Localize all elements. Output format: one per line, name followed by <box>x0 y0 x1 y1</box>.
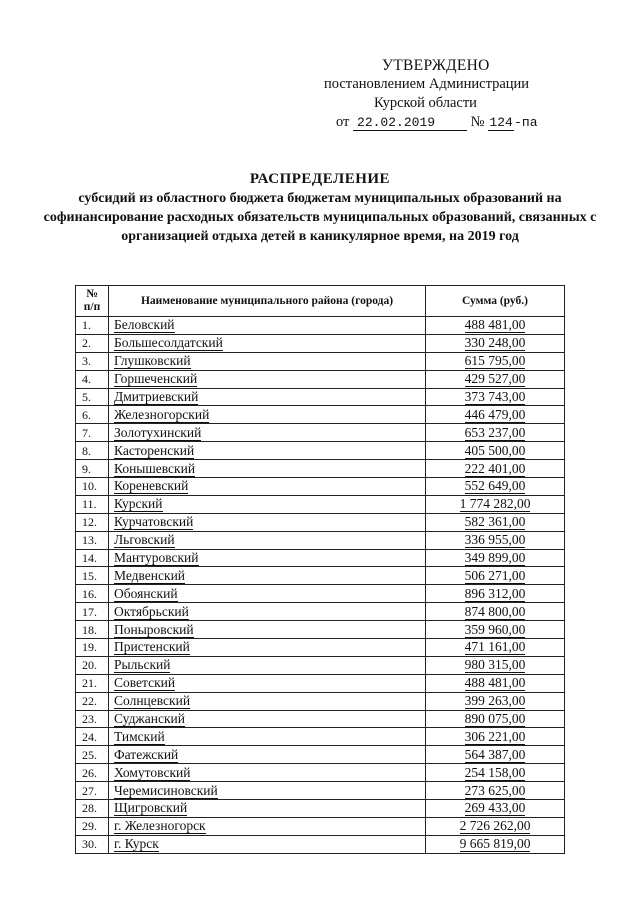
sum-text: 399 263,00 <box>464 693 526 709</box>
row-sum <box>426 817 565 835</box>
district-name-text: Суджанский <box>114 711 185 727</box>
number-prefix: № <box>470 114 485 130</box>
row-number: 27. <box>76 782 109 800</box>
table-row <box>76 692 565 710</box>
approval-title: УТВЕРЖДЕНО <box>382 57 490 74</box>
row-sum <box>426 352 565 370</box>
table-row <box>76 710 565 728</box>
table-row <box>76 388 565 406</box>
row-sum <box>426 800 565 818</box>
district-name-text: г. Железногорск <box>114 818 206 834</box>
sum-text: 506 271,00 <box>464 567 526 583</box>
row-sum <box>426 370 565 388</box>
table-row <box>76 549 565 567</box>
sum-text: 890 075,00 <box>464 711 526 727</box>
row-sum <box>426 782 565 800</box>
sum-text: 269 433,00 <box>464 800 526 816</box>
row-number: 20. <box>76 656 109 674</box>
table-row <box>76 406 565 424</box>
sum-text: 336 955,00 <box>464 532 526 548</box>
row-sum <box>426 549 565 567</box>
row-sum <box>426 603 565 621</box>
sum-text: 874 800,00 <box>464 603 526 619</box>
table-row <box>76 621 565 639</box>
row-district-name <box>109 317 426 335</box>
table-row <box>76 495 565 513</box>
district-name-text: Пристенский <box>114 639 190 655</box>
row-number: 26. <box>76 764 109 782</box>
row-sum <box>426 674 565 692</box>
sum-text: 896 312,00 <box>464 585 526 601</box>
row-district-name <box>109 674 426 692</box>
header-name: Наименование муниципального района (города) <box>109 286 426 317</box>
row-number: 17. <box>76 603 109 621</box>
sum-text: 471 161,00 <box>464 639 526 655</box>
row-number: 3. <box>76 352 109 370</box>
document-heading <box>40 170 600 246</box>
row-sum <box>426 531 565 549</box>
district-name-text: Льговский <box>114 532 175 548</box>
table-row <box>76 370 565 388</box>
row-number: 21. <box>76 674 109 692</box>
row-district-name <box>109 800 426 818</box>
table-row <box>76 424 565 442</box>
row-sum <box>426 639 565 657</box>
row-district-name <box>109 370 426 388</box>
row-sum <box>426 621 565 639</box>
sum-text: 254 158,00 <box>464 764 526 780</box>
table-row <box>76 478 565 496</box>
district-name-text: г. Курск <box>114 836 159 852</box>
sum-text: 373 743,00 <box>464 389 526 404</box>
row-sum <box>426 567 565 585</box>
district-name-text: Тимский <box>114 728 165 744</box>
sum-text: 306 221,00 <box>464 728 526 744</box>
district-name-text: Щигровский <box>114 800 188 816</box>
table-row <box>76 674 565 692</box>
district-name-text: Мантуровский <box>114 550 199 566</box>
approval-stamp <box>300 56 600 132</box>
row-number: 8. <box>76 442 109 460</box>
district-name-text: Солнцевский <box>114 693 191 709</box>
row-district-name <box>109 639 426 657</box>
district-name-text: Обоянский <box>114 585 178 601</box>
row-district-name <box>109 621 426 639</box>
row-district-name <box>109 656 426 674</box>
district-name-text: Беловский <box>114 317 175 333</box>
row-district-name <box>109 513 426 531</box>
row-sum <box>426 334 565 352</box>
sum-text: 552 649,00 <box>464 478 526 494</box>
table-header-row <box>76 286 565 317</box>
sum-text: 980 315,00 <box>464 657 526 673</box>
approval-number-suffix: -па <box>514 115 538 130</box>
row-sum <box>426 692 565 710</box>
table-row <box>76 817 565 835</box>
row-district-name <box>109 495 426 513</box>
row-district-name <box>109 817 426 835</box>
table-row <box>76 782 565 800</box>
sum-text: 429 527,00 <box>464 371 526 387</box>
row-district-name <box>109 835 426 853</box>
row-district-name <box>109 728 426 746</box>
row-number: 23. <box>76 710 109 728</box>
district-name-text: Касторенский <box>114 442 195 458</box>
row-number: 14. <box>76 549 109 567</box>
row-sum <box>426 442 565 460</box>
district-name-text: Медвенский <box>114 567 186 583</box>
row-district-name <box>109 585 426 603</box>
row-district-name <box>109 478 426 496</box>
table-row <box>76 317 565 335</box>
row-sum <box>426 835 565 853</box>
sum-text: 1 774 282,00 <box>459 496 531 512</box>
distribution-table <box>75 285 565 854</box>
approval-date-line <box>336 113 600 132</box>
row-sum <box>426 513 565 531</box>
table-row <box>76 835 565 853</box>
table-row <box>76 746 565 764</box>
approval-date: 22.02.2019 <box>353 115 467 131</box>
sum-text: 582 361,00 <box>464 514 526 530</box>
row-district-name <box>109 406 426 424</box>
district-name-text: Фатежский <box>114 746 179 762</box>
row-number: 18. <box>76 621 109 639</box>
document-subtitle: субсидий из областного бюджета бюджетам муниципальных образований на софинансирование расходных обязательств муниципальных образований, связанных с организацией отдыха детей в каникулярное время, на 2019 год <box>43 191 597 244</box>
sum-text: 2 726 262,00 <box>459 818 531 834</box>
row-number: 7. <box>76 424 109 442</box>
row-sum <box>426 710 565 728</box>
row-number: 6. <box>76 406 109 424</box>
table-row <box>76 352 565 370</box>
row-sum <box>426 656 565 674</box>
table-row <box>76 728 565 746</box>
sum-text: 488 481,00 <box>464 675 526 691</box>
table-row <box>76 764 565 782</box>
row-number: 1. <box>76 317 109 335</box>
row-sum <box>426 460 565 478</box>
row-district-name <box>109 460 426 478</box>
sum-text: 349 899,00 <box>464 550 526 566</box>
row-number: 22. <box>76 692 109 710</box>
approval-line-2: Курской области <box>374 95 477 111</box>
district-name-text: Черемисиновский <box>114 782 218 798</box>
row-sum <box>426 495 565 513</box>
row-district-name <box>109 388 426 406</box>
row-district-name <box>109 352 426 370</box>
table-row <box>76 800 565 818</box>
row-district-name <box>109 782 426 800</box>
row-district-name <box>109 603 426 621</box>
row-number: 10. <box>76 478 109 496</box>
row-district-name <box>109 531 426 549</box>
district-name-text: Рыльский <box>114 657 171 673</box>
document-title: РАСПРЕДЕЛЕНИЕ <box>249 171 391 187</box>
header-num: № п/п <box>76 286 109 317</box>
district-name-text: Железногорский <box>114 406 210 422</box>
row-number: 2. <box>76 334 109 352</box>
row-number: 28. <box>76 800 109 818</box>
table-row <box>76 567 565 585</box>
district-name-text: Хомутовский <box>114 764 191 780</box>
row-number: 11. <box>76 495 109 513</box>
approval-line-1: постановлением Администрации <box>324 76 530 92</box>
row-sum <box>426 424 565 442</box>
sum-text: 564 387,00 <box>464 746 526 762</box>
table-row <box>76 334 565 352</box>
row-district-name <box>109 746 426 764</box>
row-number: 19. <box>76 639 109 657</box>
district-name-text: Курчатовский <box>114 514 194 530</box>
sum-text: 222 401,00 <box>464 460 526 476</box>
district-name-text: Глушковский <box>114 353 191 369</box>
row-district-name <box>109 334 426 352</box>
sum-text: 446 479,00 <box>464 406 526 422</box>
district-name-text: Конышевский <box>114 460 196 476</box>
row-district-name <box>109 549 426 567</box>
row-number: 24. <box>76 728 109 746</box>
table-row <box>76 585 565 603</box>
district-name-text: Золотухинский <box>114 424 202 440</box>
row-sum <box>426 388 565 406</box>
table-row <box>76 603 565 621</box>
row-sum <box>426 728 565 746</box>
sum-text: 653 237,00 <box>464 424 526 440</box>
row-district-name <box>109 710 426 728</box>
row-number: 13. <box>76 531 109 549</box>
sum-text: 330 248,00 <box>464 335 526 351</box>
table-row <box>76 513 565 531</box>
row-number: 29. <box>76 817 109 835</box>
row-sum <box>426 317 565 335</box>
district-name-text: Советский <box>114 675 176 691</box>
header-sum: Сумма (руб.) <box>426 286 565 317</box>
row-district-name <box>109 567 426 585</box>
row-sum <box>426 406 565 424</box>
sum-text: 488 481,00 <box>464 317 526 333</box>
row-number: 15. <box>76 567 109 585</box>
district-name-text: Горшеченский <box>114 371 198 387</box>
row-number: 5. <box>76 388 109 406</box>
row-number: 12. <box>76 513 109 531</box>
sum-text: 405 500,00 <box>464 442 526 458</box>
row-number: 25. <box>76 746 109 764</box>
row-district-name <box>109 442 426 460</box>
table-row <box>76 656 565 674</box>
row-number: 16. <box>76 585 109 603</box>
sum-text: 615 795,00 <box>464 353 526 369</box>
district-name-text: Дмитриевский <box>114 389 199 404</box>
sum-text: 273 625,00 <box>464 782 526 798</box>
district-name-text: Октябрьский <box>114 603 189 619</box>
sum-text: 359 960,00 <box>464 621 526 637</box>
row-number: 30. <box>76 835 109 853</box>
district-name-text: Курский <box>114 496 163 512</box>
row-district-name <box>109 692 426 710</box>
row-sum <box>426 764 565 782</box>
district-name-text: Кореневский <box>114 478 189 494</box>
row-sum <box>426 746 565 764</box>
row-sum <box>426 478 565 496</box>
row-district-name <box>109 764 426 782</box>
table-row <box>76 460 565 478</box>
district-name-text: Большесолдатский <box>114 335 223 351</box>
sum-text: 9 665 819,00 <box>459 836 531 852</box>
row-district-name <box>109 424 426 442</box>
approval-number: 124 <box>489 115 513 130</box>
date-prefix: от <box>336 114 350 130</box>
district-name-text: Поныровский <box>114 621 194 637</box>
row-number: 4. <box>76 370 109 388</box>
row-sum <box>426 585 565 603</box>
table-row <box>76 442 565 460</box>
row-number: 9. <box>76 460 109 478</box>
table-row <box>76 531 565 549</box>
table-row <box>76 639 565 657</box>
